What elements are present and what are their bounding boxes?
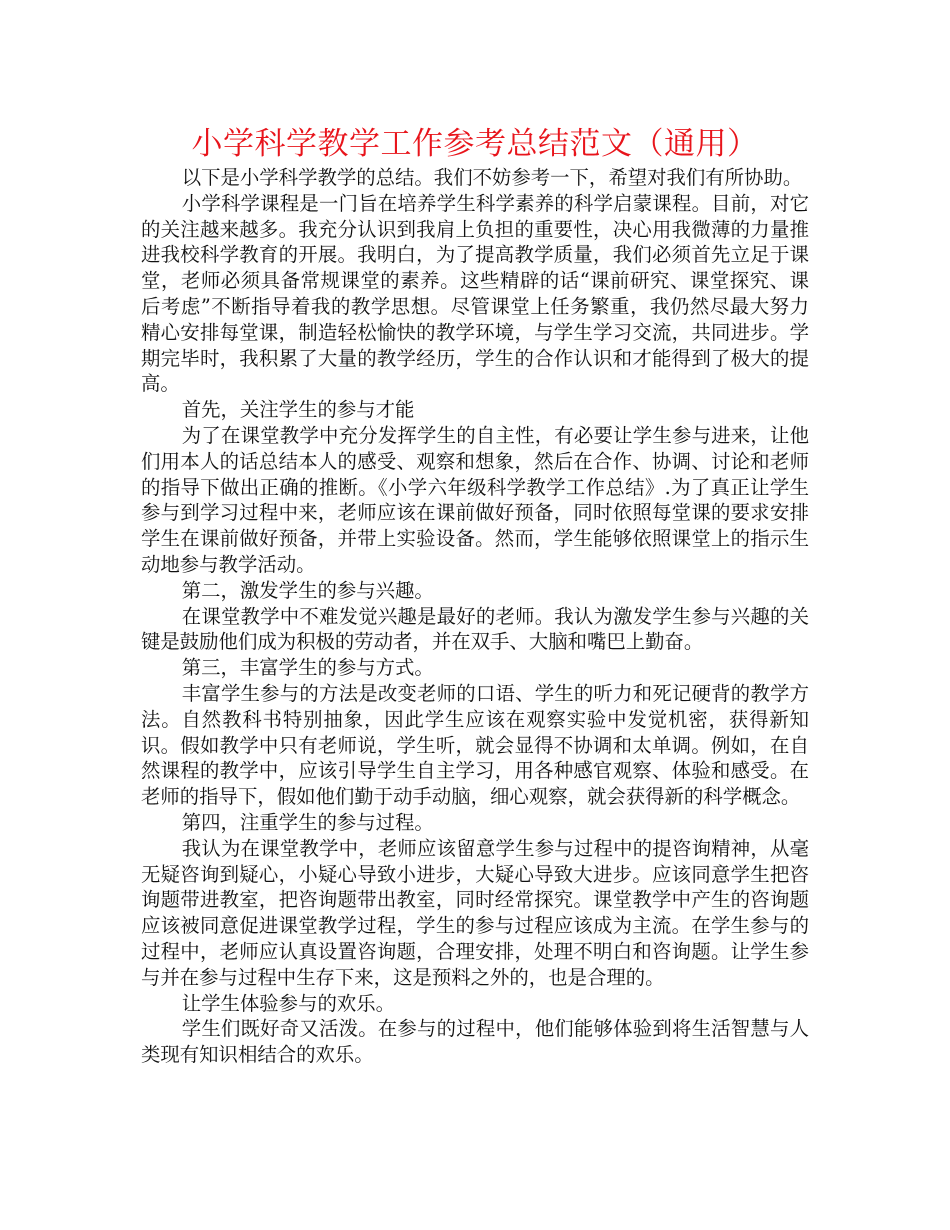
section-heading-third: 第三，丰富学生的参与方式。 (181, 656, 434, 680)
paragraph-fourth: 我认为在课堂教学中，老师应该留意学生参与过程中的提咨询精神，从毫无疑咨询到疑心，小疑心导致小进步，大疑心导致大进步。应该同意学生把咨询题带进教室，把咨询题带出教室，同时经常探究。课堂教学中产生的咨询题应该被同意促进课堂教学过程，学生的参与过程应该成为主流。在学生参与的过程中，老师应认真设置咨询题，合理安排，处理不明白和咨询题。让学生参与并在参与过程中生存下来，这是预料之外的，也是合理的。 (141, 836, 809, 989)
paragraph-first: 为了在课堂教学中充分发挥学生的自主性，有必要让学生参与进来，让他们用本人的话总结本人的感受、观察和想象，然后在合作、协调、讨论和老师的指导下做出正确的推断。《小学六年级科学教学工作总结》.为了真正让学生参与到学习过程中来，老师应该在课前做好预备，同时依照每堂课的要求安排学生在课前做好预备，并带上实验设备。然而，学生能够依照课堂上的指示生动地参与教学活动。 (141, 423, 809, 576)
paragraph-intro: 以下是小学科学教学的总结。我们不妨参考一下，希望对我们有所协助。 (181, 166, 803, 189)
document-body (141, 165, 809, 1068)
paragraph-overview: 小学科学课程是一门旨在培养学生科学素养的科学启蒙课程。目前，对它的关注越来越多。我充分认识到我肩上负担的重要性，决心用我微薄的力量推进我校科学教育的开展。我明白，为了提高教学质量，我们必须首先立足于课堂，老师必须具备常规课堂的素养。这些精辟的话“课前研究、课堂探究、课后考虑”不断指导着我的教学思想。尽管课堂上任务繁重，我仍然尽最大努力精心安排每堂课，制造轻松愉快的教学环境，与学生学习交流，共同进步。学期完毕时，我积累了大量的教学经历，学生的合作认识和才能得到了极大的提高。 (141, 191, 809, 396)
paragraph-second: 在课堂教学中不难发觉兴趣是最好的老师。我认为激发学生参与兴趣的关键是鼓励他们成为积极的劳动者，并在双手、大脑和嘴巴上勤奋。 (141, 604, 809, 654)
paragraph-joy: 学生们既好奇又活泼。在参与的过程中，他们能够体验到将生活智慧与人类现有知识相结合的欢乐。 (141, 1017, 809, 1067)
section-heading-fourth: 第四，注重学生的参与过程。 (181, 810, 434, 834)
document-title: 小学科学教学工作参考总结范文（通用） (191, 126, 759, 162)
section-heading-second: 第二，激发学生的参与兴趣。 (181, 578, 434, 602)
section-heading-joy: 让学生体验参与的欢乐。 (181, 991, 396, 1015)
paragraph-third: 丰富学生参与的方法是改变老师的口语、学生的听力和死记硬背的教学方法。自然教科书特别抽象，因此学生应该在观察实验中发觉机密，获得新知识。假如教学中只有老师说，学生听，就会显得不协调和太单调。例如，在自然课程的教学中，应该引导学生自主学习，用各种感官观察、体验和感受。在老师的指导下，假如他们勤于动手动脑，细心观察，就会获得新的科学概念。 (141, 681, 809, 809)
section-heading-first: 首先，关注学生的参与才能 (181, 398, 415, 422)
